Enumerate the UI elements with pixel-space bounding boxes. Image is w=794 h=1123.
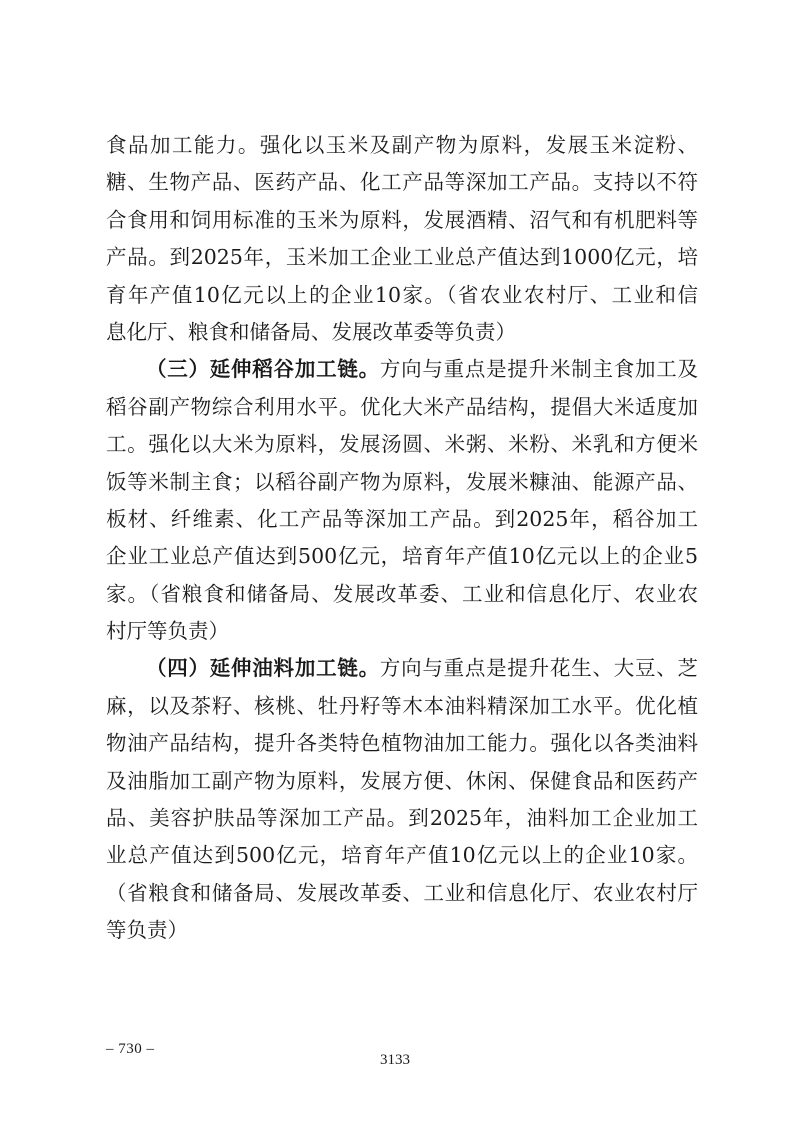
body-line: 糖、生物产品、医药产品、化工产品等深加工产品。支持以不符: [106, 170, 698, 195]
body-line: （省粮食和储备局、发展改革委、工业和信息化厅、农业农村厅: [106, 880, 698, 905]
sheet-code: 3133: [380, 1052, 410, 1068]
section-4-intro-text: 方向与重点是提升花生、大豆、芝: [379, 656, 698, 681]
document-body: [106, 128, 698, 951]
section-heading-3: （三）延伸稻谷加工链。: [146, 357, 380, 382]
body-line: 息化厅、粮食和储备局、发展改革委等负责）: [106, 319, 516, 344]
body-line: 板材、纤维素、化工产品等深加工产品。到2025年，稻谷加工: [106, 506, 698, 531]
body-line: 麻，以及茶籽、核桃、牡丹籽等木本油料精深加工水平。优化植: [106, 693, 698, 718]
body-line: 品、美容护肤品等深加工产品。到2025年，油料加工企业加工: [106, 806, 698, 831]
section-4-first-line: [106, 651, 698, 685]
body-line: 业总产值达到500亿元，培育年产值10亿元以上的企业10家。: [106, 843, 698, 868]
body-line: 稻谷副产物综合利用水平。优化大米产品结构，提倡大米适度加: [106, 394, 698, 419]
body-line: 家。（省粮食和储备局、发展改革委、工业和信息化厅、农业农: [106, 581, 698, 606]
body-line: 合食用和饲用标准的玉米为原料，发展酒精、沼气和有机肥料等: [106, 207, 698, 232]
body-line: 及油脂加工副产物为原料，发展方便、休闲、保健食品和医药产: [106, 768, 698, 793]
page-number: – 730 –: [106, 1041, 155, 1057]
section-3-first-line: [106, 352, 698, 386]
body-line: 物油产品结构，提升各类特色植物油加工能力。强化以各类油料: [106, 731, 698, 756]
body-line: 村厅等负责）: [106, 619, 229, 644]
body-line: 产品。到2025年，玉米加工企业工业总产值达到1000亿元，培: [106, 245, 698, 270]
section-3-intro-text: 方向与重点是提升米制主食加工及: [379, 357, 698, 382]
body-line: 企业工业总产值达到500亿元，培育年产值10亿元以上的企业5: [106, 544, 698, 569]
body-line: 食品加工能力。强化以玉米及副产物为原料，发展玉米淀粉、: [106, 133, 698, 157]
body-line: 等负责）: [106, 918, 188, 943]
section-heading-4: （四）延伸油料加工链。: [146, 656, 380, 681]
body-line: 育年产值10亿元以上的企业10家。（省农业农村厅、工业和信: [106, 282, 698, 307]
body-line: 饭等米制主食；以稻谷副产物为原料，发展米糠油、能源产品、: [106, 469, 698, 494]
body-line: 工。强化以大米为原料，发展汤圆、米粥、米粉、米乳和方便米: [106, 432, 698, 457]
